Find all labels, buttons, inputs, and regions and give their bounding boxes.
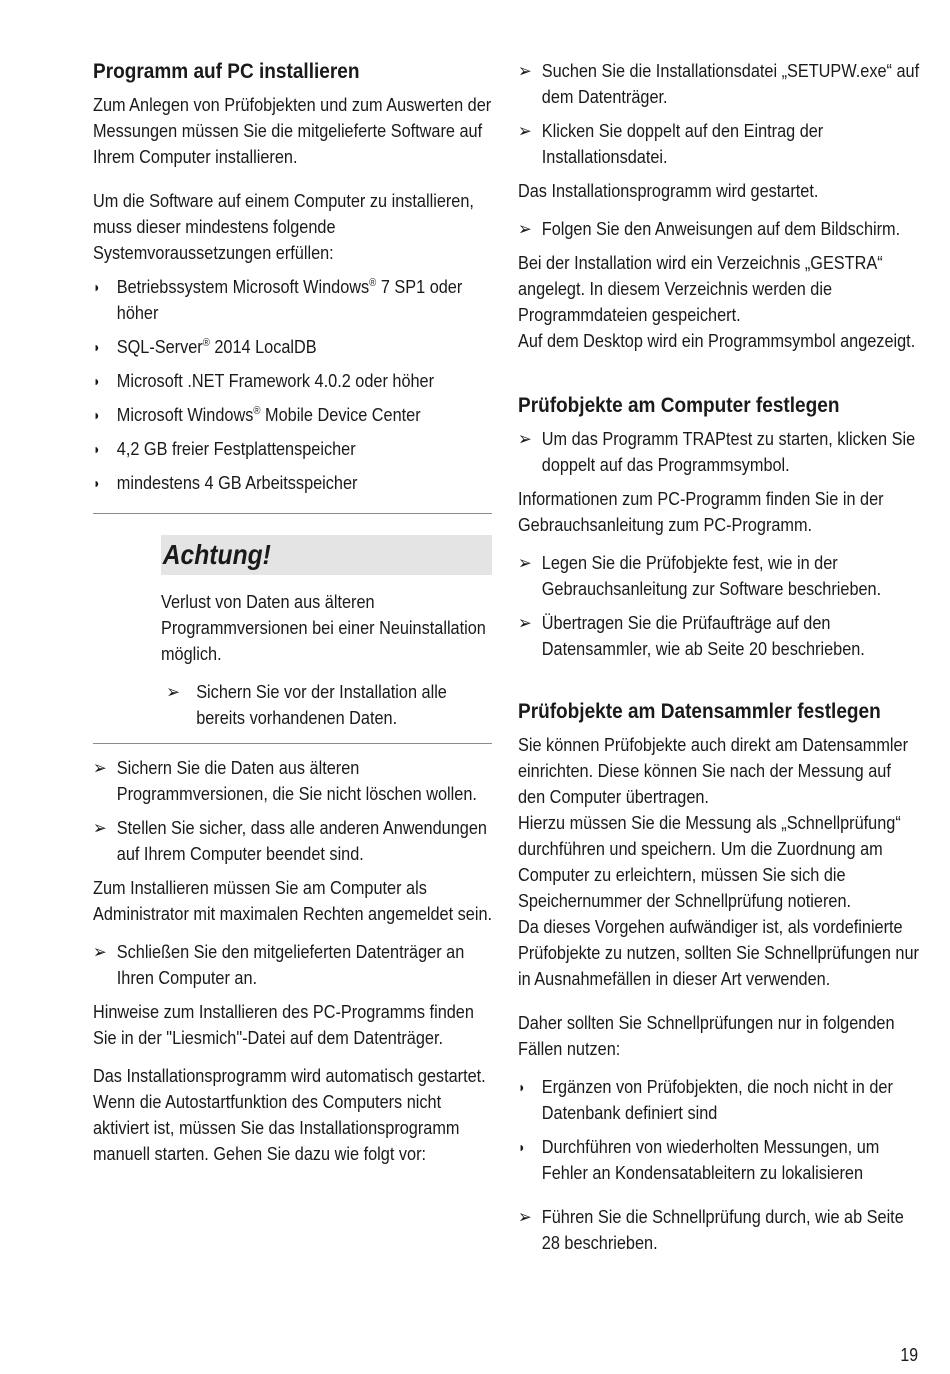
step-item: ➢ Sichern Sie die Daten aus älteren Programmversionen, die Sie nicht löschen wollen. [93, 757, 477, 804]
admin-note: Zum Installieren müssen Sie am Computer als Administrator mit maximalen Rechten angemeldet sein. [93, 877, 493, 924]
started-note: Das Installationsprogramm wird gestartet. [518, 180, 819, 201]
arrow-icon: ➢ [518, 1206, 532, 1227]
arrow-icon: ➢ [518, 428, 532, 449]
intro-paragraph: Zum Anlegen von Prüfobjekten und zum Auswerten der Messungen müssen Sie die mitgelieferte Software auf Ihrem Computer installieren. [93, 94, 492, 167]
arrow-icon: ➢ [93, 941, 107, 962]
paragraph: Daher sollten Sie Schnellprüfungen nur in folgenden Fällen nutzen: [518, 1012, 895, 1059]
warning-box [161, 535, 492, 731]
arrow-icon: ➢ [518, 612, 532, 633]
requirement-item: ◗ Betriebssystem Microsoft Windows® 7 SP1 oder höher [93, 276, 463, 323]
requirement-item: ◗ Microsoft Windows® Mobile Device Center [93, 402, 494, 428]
arrow-icon: ➢ [518, 218, 532, 239]
step-item: ➢ Um das Programm TRAPtest zu starten, klicken Sie doppelt auf das Programmsymbol. [518, 428, 916, 475]
paragraph: Da dieses Vorgehen aufwändiger ist, als vordefinierte Prüfobjekte zu nutzen, sollten Sie Schnellprüfungen nur in Ausnahmefällen in dieser Art verwenden. [518, 916, 919, 989]
divider-bottom [93, 743, 492, 744]
bullet-icon: ◗ [518, 1079, 526, 1095]
section-heading-datensammler: Prüfobjekte am Datensammler festlegen [518, 698, 881, 723]
step-item: ➢ Klicken Sie doppelt auf den Eintrag der Installationsdatei. [518, 120, 824, 167]
bullet-icon: ◗ [518, 1139, 526, 1155]
warning-action: ➢ Sichern Sie vor der Installation alle bereits vorhandenen Daten. [166, 681, 447, 728]
desktop-note: Auf dem Desktop wird ein Programmsymbol angezeigt. [518, 330, 916, 351]
directory-note: Bei der Installation wird ein Verzeichnis „GESTRA“ angelegt. In diesem Verzeichnis werden die Programmdateien gespeichert. [518, 252, 883, 325]
paragraph: Sie können Prüfobjekte auch direkt am Datensammler einrichten. Diese können Sie nach der Messung auf den Computer übertragen. [518, 734, 909, 807]
paragraph: Hierzu müssen Sie die Messung als „Schnellprüfung“ durchführen und speichern. Um die Zuordnung am Computer zu erleichtern, müssen Sie sich die Speichernummer der Schnellprüfung notieren. [518, 812, 901, 911]
case-item: ◗ Durchführen von wiederholten Messungen, um Fehler an Kondensatableitern zu lokalisieren [518, 1136, 880, 1183]
bullet-icon: ◗ [93, 339, 101, 355]
bullet-icon: ◗ [93, 441, 101, 457]
step-item: ➢ Folgen Sie den Anweisungen auf dem Bildschirm. [518, 216, 919, 242]
autostart-note: Das Installationsprogramm wird automatisch gestartet. Wenn die Autostartfunktion des Computers nicht aktiviert ist, müssen Sie das Installationsprogramm manuell starten. Gehen Sie dazu wie folgt vor: [93, 1065, 486, 1164]
arrow-icon: ➢ [166, 681, 180, 702]
requirement-item: ◗ SQL-Server® 2014 LocalDB [93, 334, 494, 360]
sysreq-intro: Um die Software auf einem Computer zu installieren, muss dieser mindestens folgende Systemvoraussetzungen erfüllen: [93, 190, 474, 263]
step-item: ➢ Stellen Sie sicher, dass alle anderen Anwendungen auf Ihrem Computer beendet sind. [93, 817, 487, 864]
step-item: ➢ Legen Sie die Prüfobjekte fest, wie in der Gebrauchsanleitung zur Software beschrieben. [518, 552, 882, 599]
step-item: ➢ Suchen Sie die Installationsdatei „SETUPW.exe“ auf dem Datenträger. [518, 60, 920, 107]
requirement-item: ◗ 4,2 GB freier Festplattenspeicher [93, 436, 494, 462]
arrow-icon: ➢ [93, 817, 107, 838]
divider-top [93, 513, 492, 514]
warning-title: Achtung! [162, 539, 271, 570]
arrow-icon: ➢ [93, 757, 107, 778]
step-item: ➢ Übertragen Sie die Prüfaufträge auf den Datensammler, wie ab Seite 20 beschrieben. [518, 612, 865, 659]
arrow-icon: ➢ [518, 60, 532, 81]
section-heading-computer: Prüfobjekte am Computer festlegen [518, 392, 840, 417]
right-column [518, 58, 918, 1256]
arrow-icon: ➢ [518, 120, 532, 141]
step-item: ➢ Schließen Sie den mitgelieferten Datenträger an Ihren Computer an. [93, 941, 465, 988]
bullet-icon: ◗ [93, 373, 101, 389]
bullet-icon: ◗ [93, 279, 101, 295]
section-heading-install: Programm auf PC installieren [93, 58, 360, 83]
bullet-icon: ◗ [93, 407, 101, 423]
case-item: ◗ Ergänzen von Prüfobjekten, die noch nicht in der Datenbank definiert sind [518, 1076, 893, 1123]
step-item: ➢ Führen Sie die Schnellprüfung durch, wie ab Seite 28 beschrieben. [518, 1206, 904, 1253]
liesmich-hint: Hinweise zum Installieren des PC-Programms finden Sie in der "Liesmich"-Datei auf dem Datenträger. [93, 1001, 474, 1048]
arrow-icon: ➢ [518, 552, 532, 573]
bullet-icon: ◗ [93, 475, 101, 491]
requirements-list [93, 274, 494, 496]
info-note: Informationen zum PC-Programm finden Sie in der Gebrauchsanleitung zum PC-Programm. [518, 488, 884, 535]
page-number: 19 [900, 1345, 918, 1365]
requirement-item: ◗ mindestens 4 GB Arbeitsspeicher [93, 470, 494, 496]
warning-text: Verlust von Daten aus älteren Programmversionen bei einer Neuinstallation möglich. [161, 591, 486, 664]
warning-header [161, 535, 492, 575]
left-column [93, 58, 493, 1167]
requirement-item: ◗ Microsoft .NET Framework 4.0.2 oder höher [93, 368, 494, 394]
